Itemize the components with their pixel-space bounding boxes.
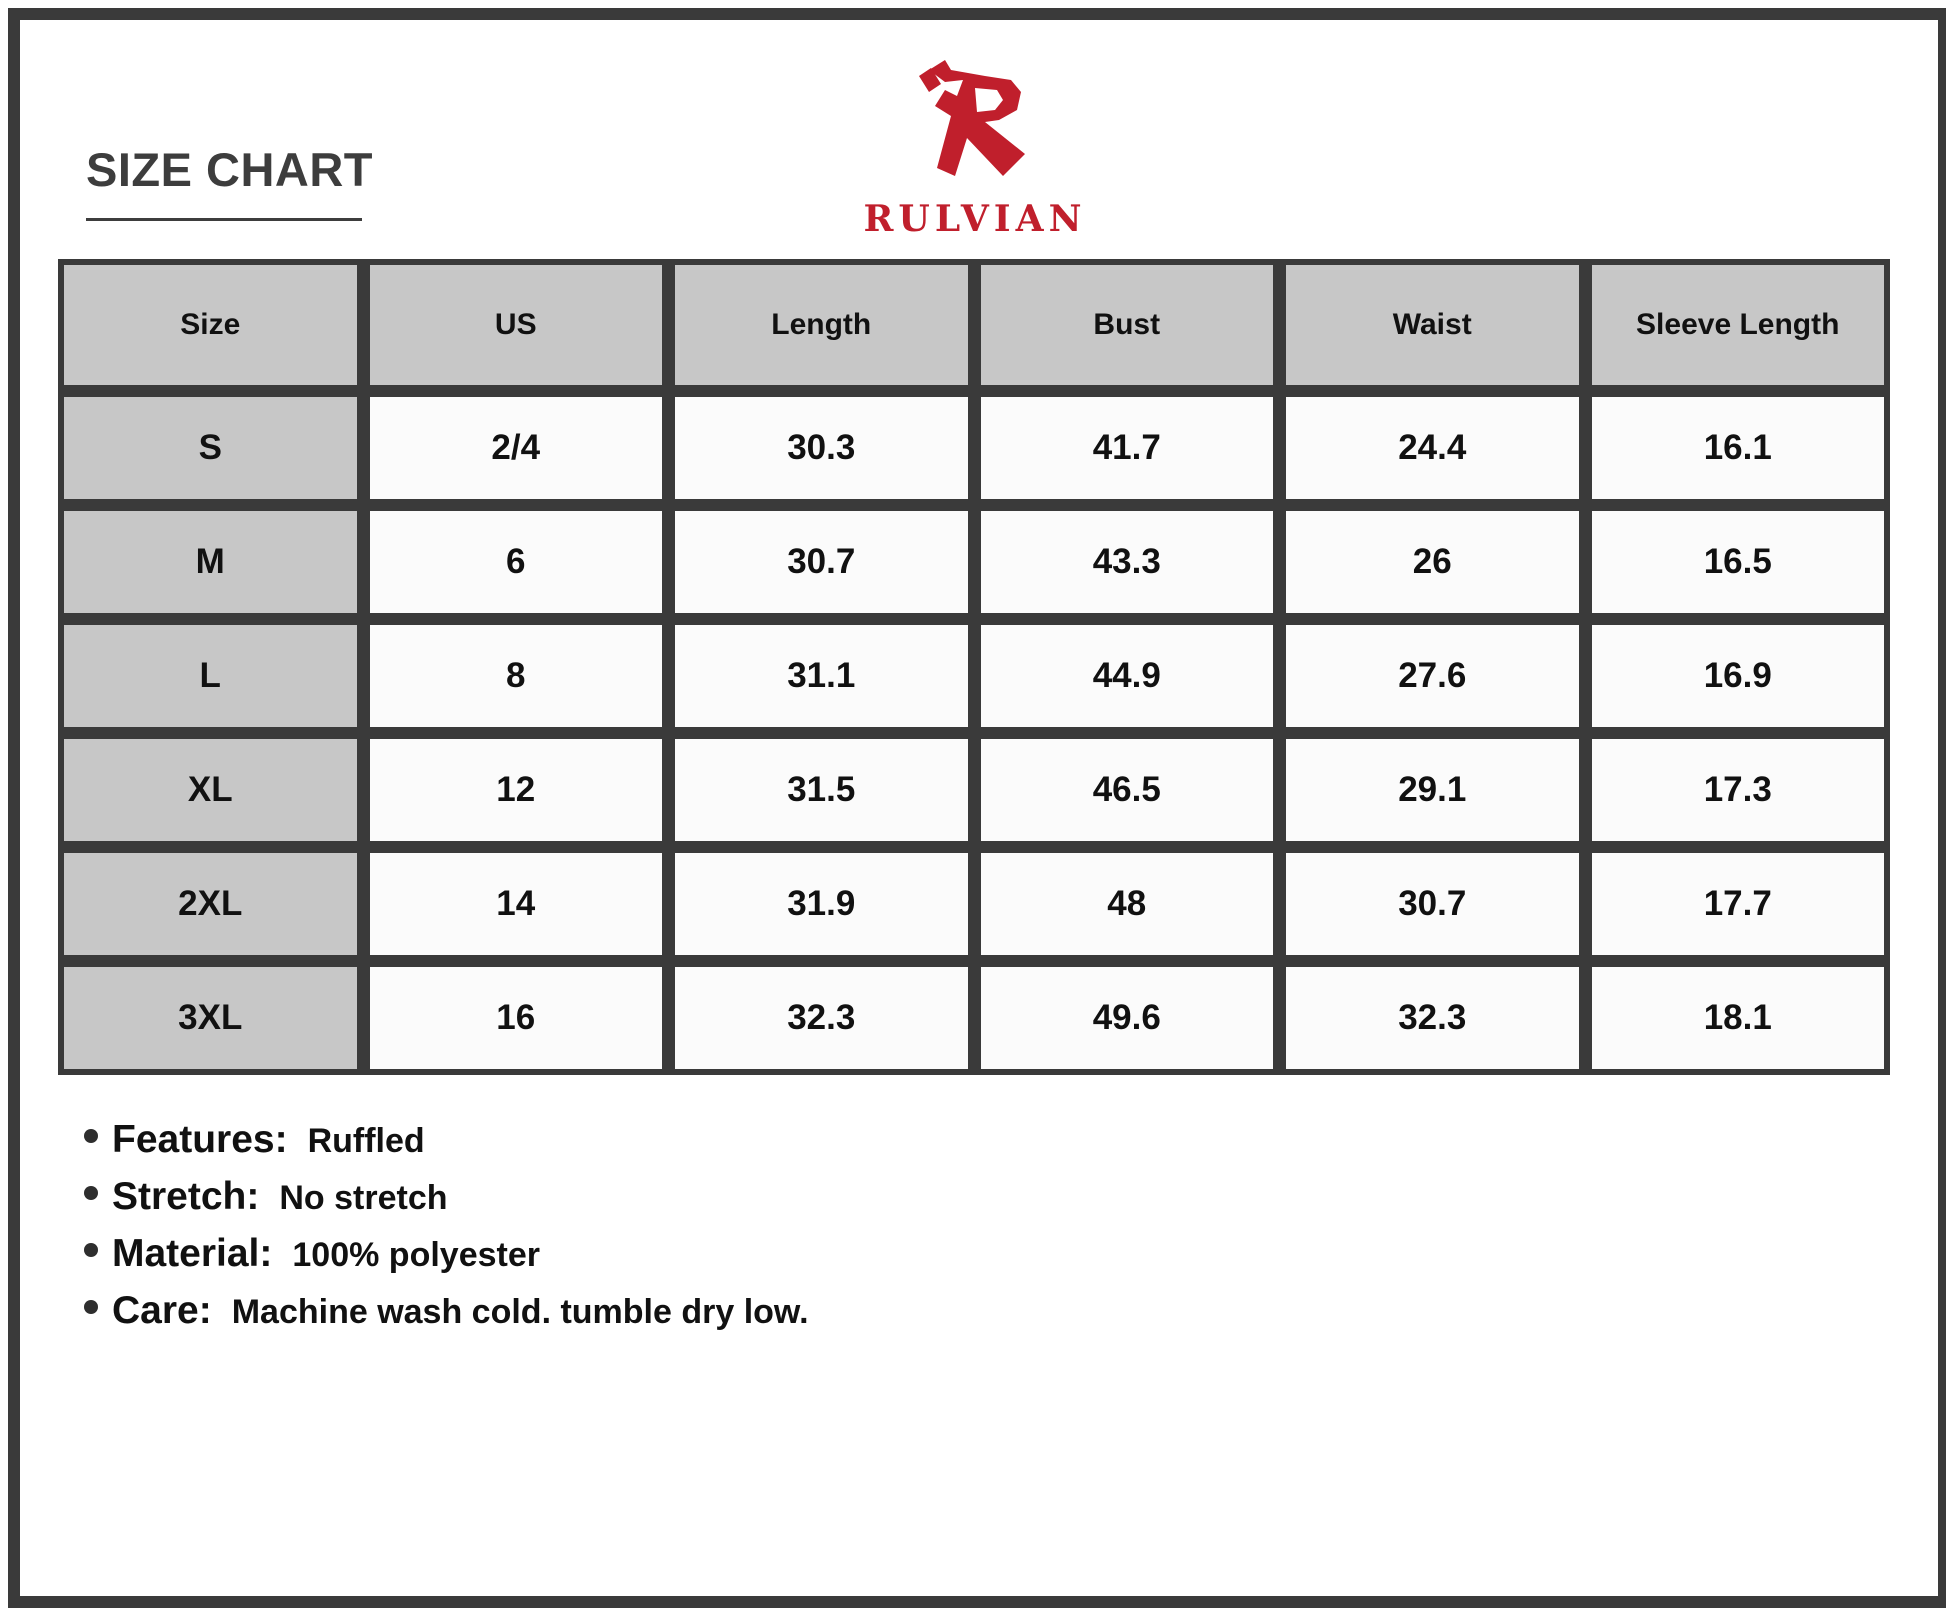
- feature-value: No stretch: [279, 1179, 448, 1217]
- rulvian-r-logo-icon: [915, 58, 1035, 188]
- size-label-cell: M: [64, 511, 357, 613]
- table-cell: 2/4: [370, 397, 663, 499]
- table-cell: 16: [370, 967, 663, 1069]
- bullet-icon: [84, 1243, 98, 1257]
- table-cell: 30.3: [675, 397, 968, 499]
- table-cell: 6: [370, 511, 663, 613]
- table-cell: 31.5: [675, 739, 968, 841]
- size-label-cell: 3XL: [64, 967, 357, 1069]
- table-cell: 12: [370, 739, 663, 841]
- table-cell: 31.9: [675, 853, 968, 955]
- size-label-cell: L: [64, 625, 357, 727]
- table-header-cell: US: [370, 265, 663, 385]
- size-label-cell: 2XL: [64, 853, 357, 955]
- feature-label: Stretch:: [112, 1175, 260, 1218]
- bullet-icon: [84, 1129, 98, 1143]
- feature-item: [84, 1232, 809, 1289]
- title-underline: [86, 218, 362, 221]
- table-cell: 30.7: [1286, 853, 1579, 955]
- table-cell: 14: [370, 853, 663, 955]
- page-title: SIZE CHART: [86, 143, 373, 196]
- table-cell: 17.3: [1592, 739, 1885, 841]
- feature-item: [84, 1289, 809, 1346]
- size-label-cell: S: [64, 397, 357, 499]
- product-features: [84, 1118, 809, 1346]
- size-table: [58, 259, 1890, 1075]
- table-cell: 43.3: [981, 511, 1274, 613]
- brand-name: RULVIAN: [863, 198, 1087, 240]
- table-cell: 27.6: [1286, 625, 1579, 727]
- feature-label: Features:: [112, 1118, 288, 1161]
- table-header-cell: Length: [675, 265, 968, 385]
- feature-label: Material:: [112, 1232, 273, 1275]
- table-cell: 17.7: [1592, 853, 1885, 955]
- table-cell: 16.1: [1592, 397, 1885, 499]
- table-cell: 30.7: [675, 511, 968, 613]
- table-cell: 44.9: [981, 625, 1274, 727]
- table-cell: 8: [370, 625, 663, 727]
- table-cell: 49.6: [981, 967, 1274, 1069]
- feature-value: Ruffled: [307, 1122, 425, 1160]
- brand-logo: [855, 58, 1095, 238]
- feature-item: [84, 1118, 809, 1175]
- table-cell: 26: [1286, 511, 1579, 613]
- table-cell: 48: [981, 853, 1274, 955]
- table-cell: 18.1: [1592, 967, 1885, 1069]
- table-cell: 41.7: [981, 397, 1274, 499]
- table-cell: 16.5: [1592, 511, 1885, 613]
- table-cell: 32.3: [1286, 967, 1579, 1069]
- feature-value: 100% polyester: [292, 1236, 540, 1274]
- table-header-cell: Size: [64, 265, 357, 385]
- table-cell: 32.3: [675, 967, 968, 1069]
- table-cell: 31.1: [675, 625, 968, 727]
- table-cell: 24.4: [1286, 397, 1579, 499]
- table-cell: 29.1: [1286, 739, 1579, 841]
- table-cell: 46.5: [981, 739, 1274, 841]
- table-header-cell: Waist: [1286, 265, 1579, 385]
- feature-label: Care:: [112, 1289, 212, 1332]
- bullet-icon: [84, 1186, 98, 1200]
- table-header-cell: Sleeve Length: [1592, 265, 1885, 385]
- size-label-cell: XL: [64, 739, 357, 841]
- feature-item: [84, 1175, 809, 1232]
- bullet-icon: [84, 1300, 98, 1314]
- table-cell: 16.9: [1592, 625, 1885, 727]
- feature-value: Machine wash cold. tumble dry low.: [231, 1293, 809, 1331]
- table-header-cell: Bust: [981, 265, 1274, 385]
